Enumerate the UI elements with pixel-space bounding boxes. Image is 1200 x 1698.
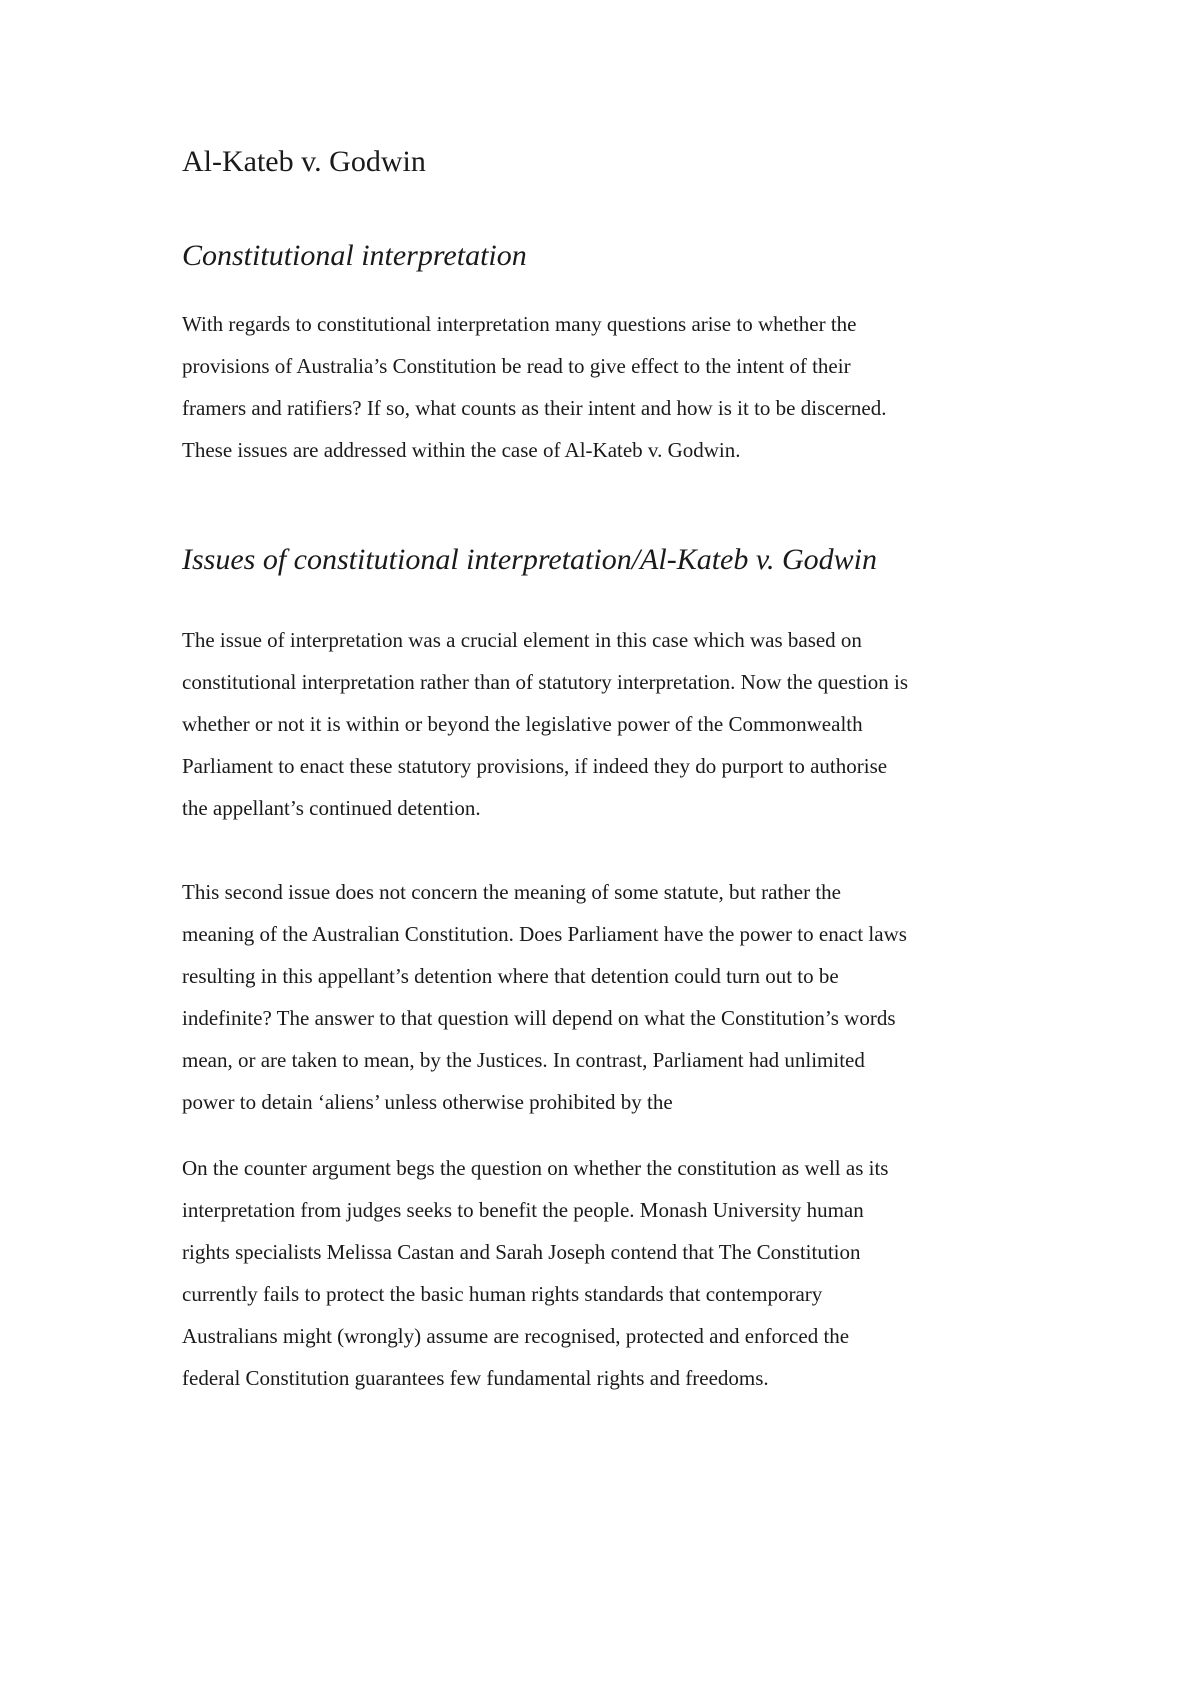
text-line: This second issue does not concern the meaning of some statute, but rather the	[182, 880, 841, 904]
text-line: These issues are addressed within the case of Al-Kateb v. Godwin.	[182, 438, 741, 462]
text-line: provisions of Australia’s Constitution be read to give effect to the intent of their	[182, 354, 851, 378]
text-line: On the counter argument begs the question on whether the constitution as well as its	[182, 1156, 889, 1180]
text-line: Parliament to enact these statutory provisions, if indeed they do purport to authorise	[182, 754, 888, 778]
text-line: power to detain ‘aliens’ unless otherwise prohibited by the	[182, 1090, 673, 1114]
text-line: whether or not it is within or beyond the legislative power of the Commonwealth	[182, 712, 863, 736]
paragraph-counter-argument	[182, 1147, 1062, 1399]
text-line: meaning of the Australian Constitution. Does Parliament have the power to enact laws	[182, 922, 907, 946]
text-line: The issue of interpretation was a crucial element in this case which was based on	[182, 628, 862, 652]
text-line: framers and ratifiers? If so, what counts as their intent and how is it to be discerned.	[182, 396, 887, 420]
text-line: Australians might (wrongly) assume are recognised, protected and enforced the	[182, 1324, 850, 1348]
text-line: mean, or are taken to mean, by the Justices. In contrast, Parliament had unlimited	[182, 1048, 865, 1072]
text-line: With regards to constitutional interpretation many questions arise to whether the	[182, 312, 857, 336]
document-body	[182, 143, 1062, 1399]
text-line: constitutional interpretation rather than of statutory interpretation. Now the question is	[182, 670, 909, 694]
paragraph-intro	[182, 303, 1062, 471]
paragraph-issue-of-interpretation	[182, 619, 1062, 829]
text-line: rights specialists Melissa Castan and Sarah Joseph contend that The Constitution	[182, 1240, 861, 1264]
section-heading-constitutional-interpretation: Constitutional interpretation	[182, 239, 527, 272]
section-heading-issues: Issues of constitutional interpretation/Al-Kateb v. Godwin	[182, 543, 877, 576]
text-line: currently fails to protect the basic human rights standards that contemporary	[182, 1282, 823, 1306]
paragraph-second-issue	[182, 871, 1062, 1123]
document-title: Al-Kateb v. Godwin	[182, 145, 426, 178]
text-line: indefinite? The answer to that question will depend on what the Constitution’s words	[182, 1006, 896, 1030]
text-line: interpretation from judges seeks to benefit the people. Monash University human	[182, 1198, 864, 1222]
text-line: the appellant’s continued detention.	[182, 796, 481, 820]
text-line: resulting in this appellant’s detention where that detention could turn out to be	[182, 964, 839, 988]
text-line: federal Constitution guarantees few fundamental rights and freedoms.	[182, 1366, 769, 1390]
